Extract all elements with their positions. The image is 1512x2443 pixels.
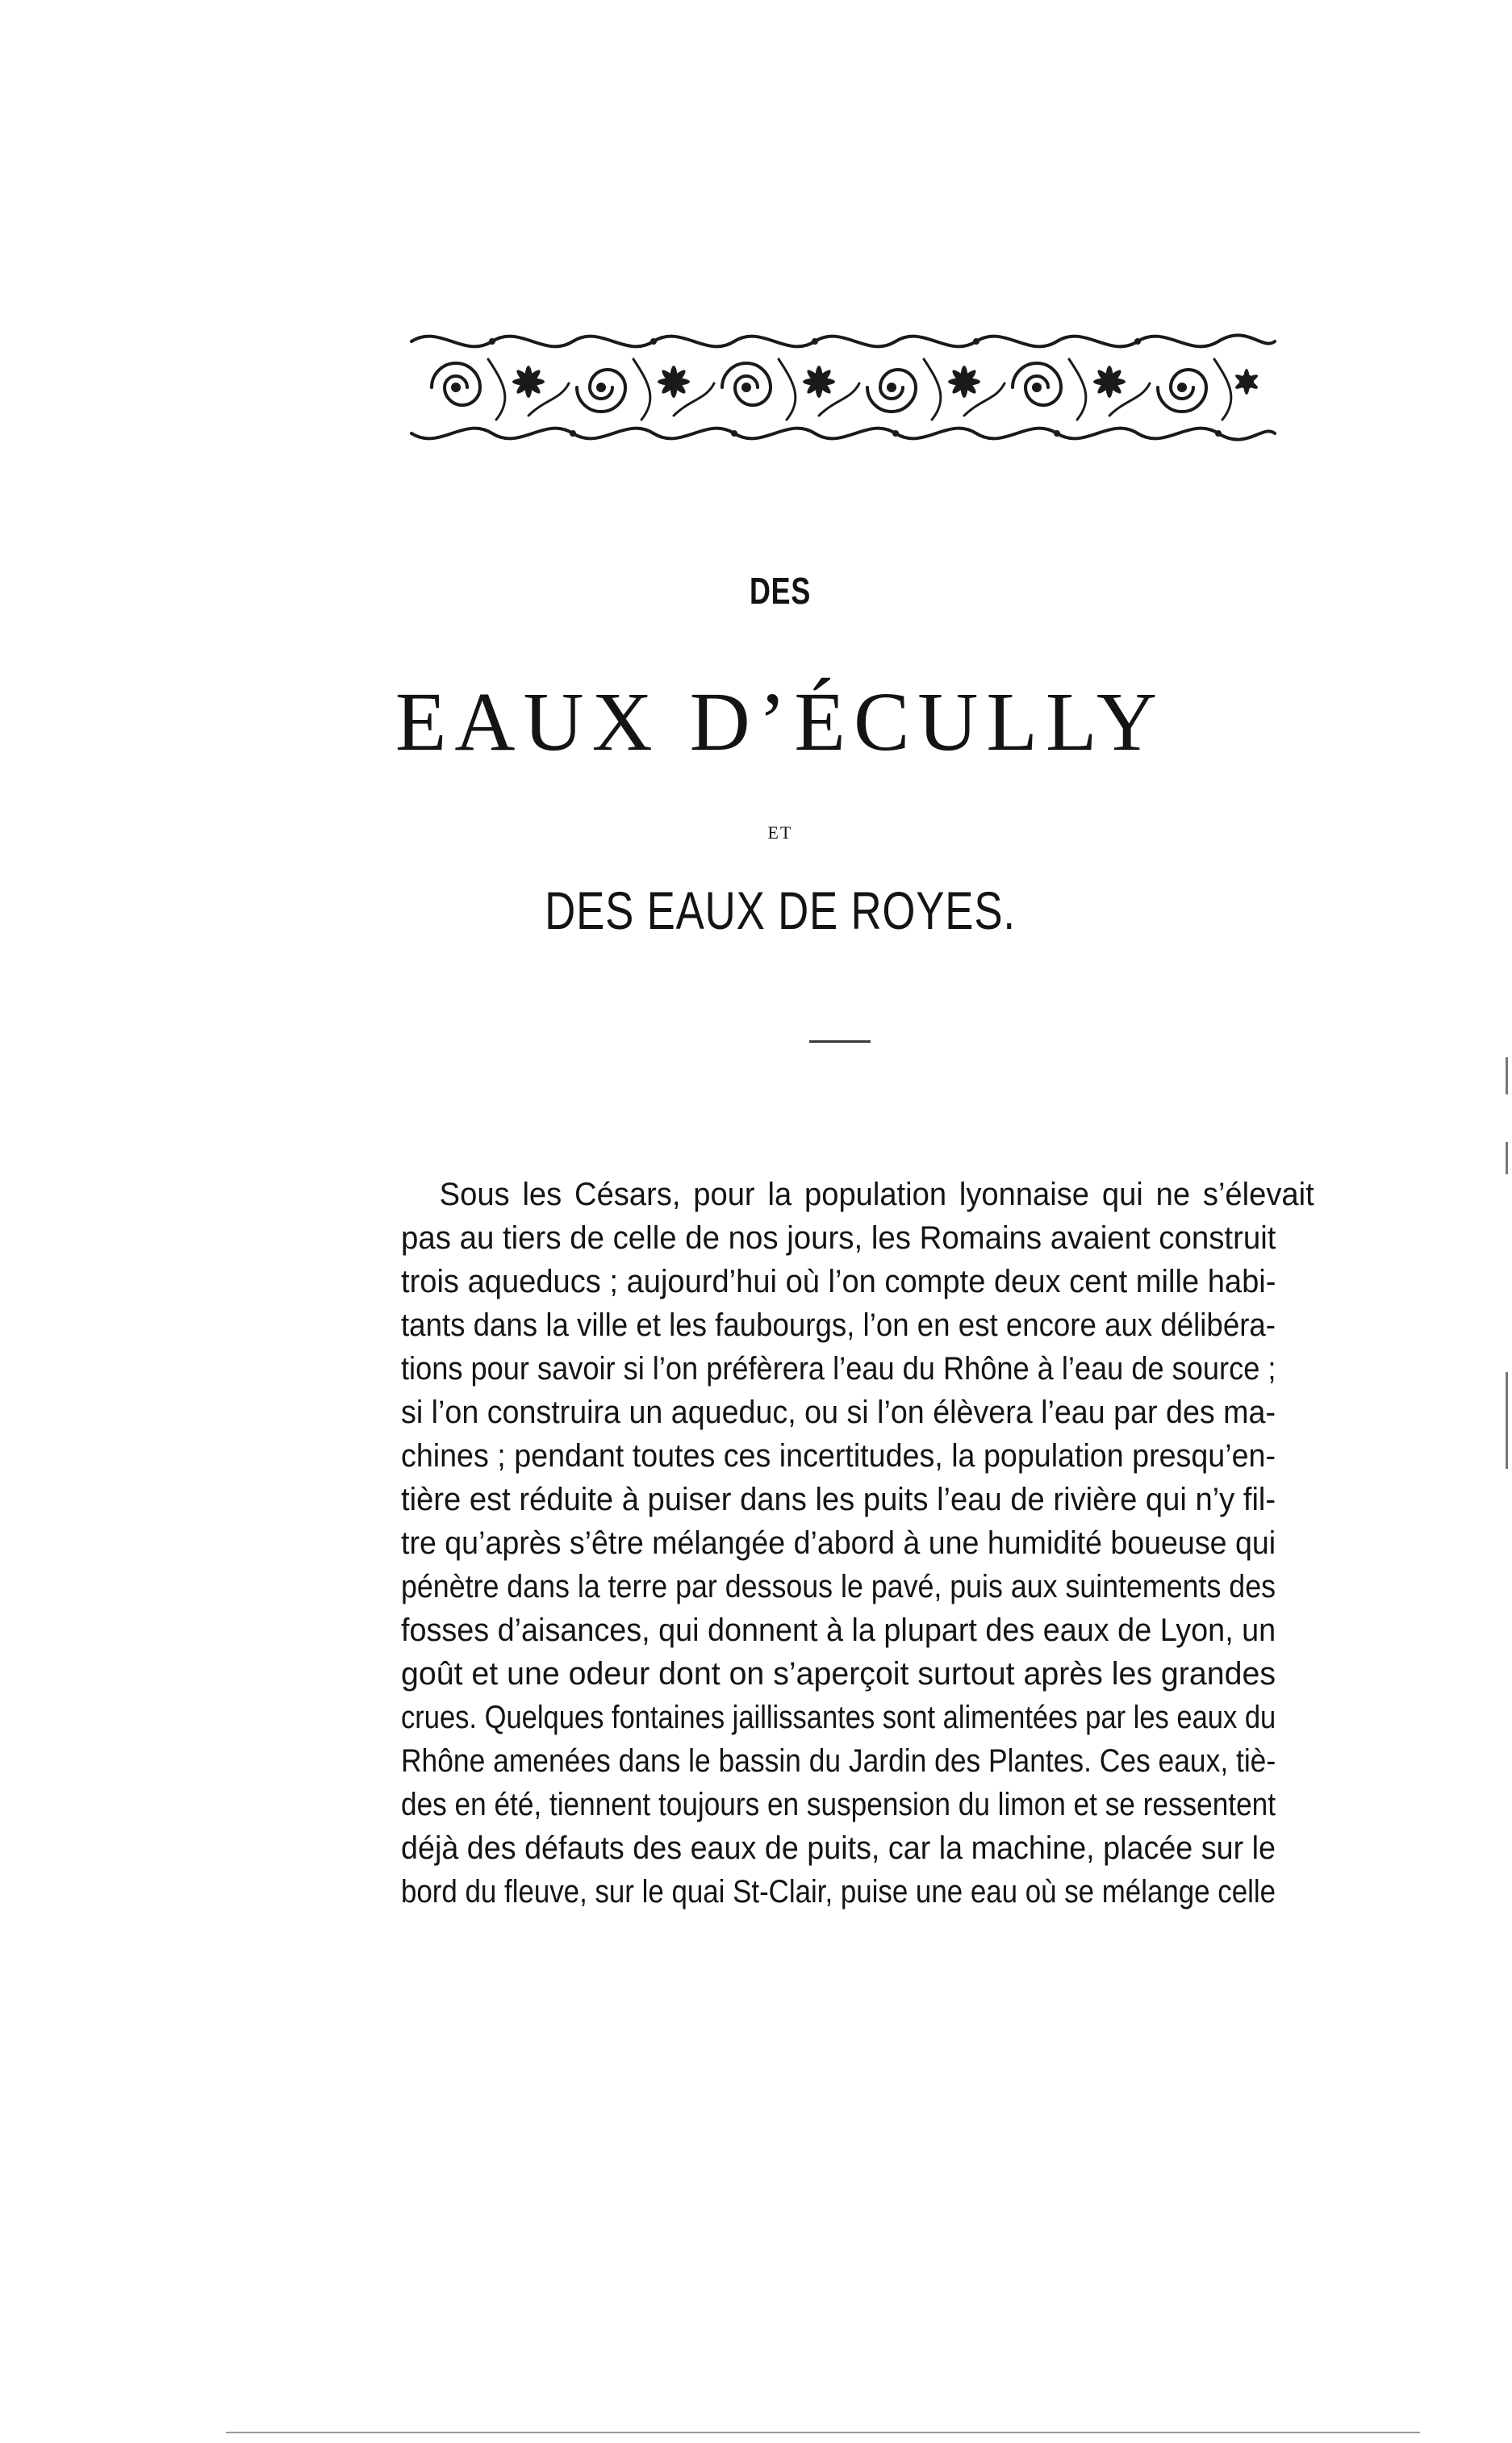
section-divider [809,1040,871,1043]
scan-margin-mark [1506,1372,1508,1469]
page-subtitle: DES EAUX DE ROYES. [545,881,1016,940]
floral-scroll-ornament-icon [407,327,1279,448]
scan-margin-mark [1506,1142,1508,1174]
text-line: tants dans la ville et les faubourgs, l’on en est encore aux délibéra- [401,1307,1276,1343]
text-line: des en été, tiennent toujours en suspension du limon et se ressentent [401,1787,1276,1822]
text-line: crues. Quelques fontaines jaillissantes sont alimentées par les eaux du [401,1700,1276,1735]
text-line: trois aqueducs ; aujourd’hui où l’on compte deux cent mille habi- [401,1264,1276,1299]
text-line: si l’on construira un aqueduc, ou si l’on élèvera l’eau par des ma- [401,1395,1276,1430]
text-line: tre qu’après s’être mélangée d’abord à une humidité boueuse qui [401,1525,1276,1561]
heading-top: DES [749,570,812,612]
body-paragraph [401,1173,1314,1914]
text-line: bord du fleuve, sur le quai St-Clair, puise une eau où se mélange celle [401,1874,1276,1910]
scan-margin-mark [226,2432,1420,2433]
text-line: pas au tiers de celle de nos jours, les Romains avaient construit [401,1220,1276,1256]
text-line: goût et une odeur dont on s’aperçoit surtout après les grandes [401,1656,1276,1692]
heading-conjunction: ET [767,822,793,843]
text-line: fosses d’aisances, qui donnent à la plupart des eaux de Lyon, un [401,1613,1276,1648]
scan-margin-mark [1506,1057,1508,1094]
text-line: Rhône amenées dans le bassin du Jardin des Plantes. Ces eaux, tiè- [401,1743,1276,1779]
page-title: EAUX D’ÉCULLY [395,676,1166,768]
text-line: Sous les Césars, pour la population lyonnaise qui ne s’élevait [439,1177,1314,1212]
text-line: tière est réduite à puiser dans les puits l’eau de rivière qui n’y fil- [401,1482,1276,1517]
text-line: pénètre dans la terre par dessous le pavé, puis aux suintements des [401,1569,1276,1604]
text-line: déjà des défauts des eaux de puits, car la machine, placée sur le [401,1830,1276,1866]
text-line: tions pour savoir si l’on préfèrera l’eau du Rhône à l’eau de source ; [401,1351,1276,1387]
text-line: chines ; pendant toutes ces incertitudes, la population presqu’en- [401,1438,1276,1474]
